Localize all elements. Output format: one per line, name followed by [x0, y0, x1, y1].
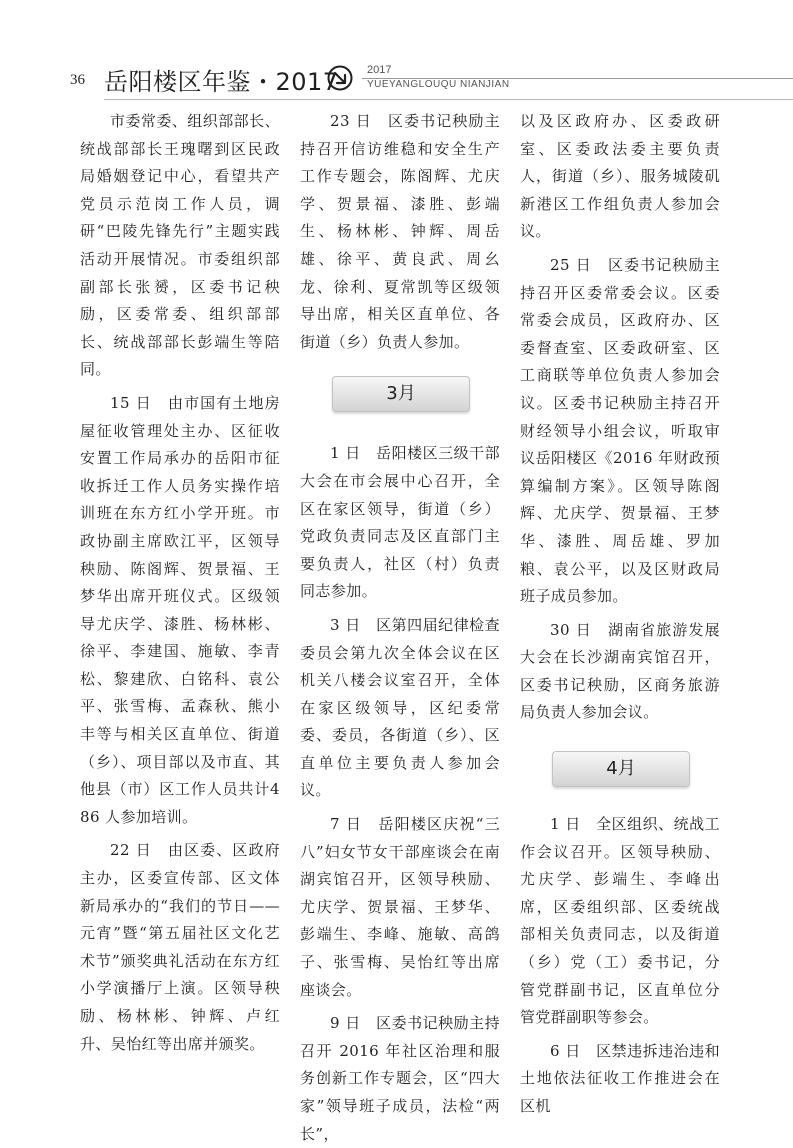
page-number: 36 [70, 72, 85, 88]
entry-paragraph: 6 日 区禁违拆违治违和土地依法征收工作推进会在区机 [520, 1041, 720, 1115]
entry-paragraph: 30 日 湖南省旅游发展大会在长沙湖南宾馆召开，区委书记秧励，区商务旅游局负责人参加会议。 [520, 620, 720, 722]
entry-paragraph: 3 日 区第四届纪律检查委员会第九次全体会议在区机关八楼会议室召开，全体在家区级领导，区纪委常委、委员，各街道（乡）、区直单位主要负责人参加会议。 [300, 615, 500, 800]
text-column-1 [80, 108, 280, 1058]
text-column-3 [520, 108, 720, 1121]
entry-paragraph: 23 日 区委书记秧励主持召开信访维稳和安全生产工作专题会，陈阁辉、尤庆学、贺景福、漆胜、彭端生、杨林彬、钟辉、周岳雄、徐平、黄良武、周幺龙、徐利、夏常凯等区级领导出席，相关区直单位、各街道（乡）负责人参加。 [300, 112, 500, 351]
entry-paragraph-continued: 以及区政府办、区委政研室、区委政法委主要负责人，街道（乡）、服务城陵矶新港区工作组负责人参加会议。 [520, 112, 720, 241]
month-label: 4月 [552, 751, 690, 787]
entry-paragraph: 1 日 全区组织、统战工作会议召开。区领导秧励、尤庆学、彭端生、李峰出席，区委组织部、区委统战部相关负责同志，以及街道（乡）党（工）委书记，分管党群副书记，区直单位分管党群副职等参会。 [520, 815, 720, 1027]
header-year: 2017 [367, 64, 392, 76]
header-pinyin: YUEYANGLOUQU NIANJIAN [367, 79, 510, 90]
month-heading-march [300, 356, 500, 440]
book-title: 岳阳楼区年鉴・2017 [104, 68, 339, 96]
entry-paragraph: 1 日 岳阳楼区三级干部大会在市会展中心召开，全区在家区领导，街道（乡）党政负责同志及区直部门主要负责人，社区（村）负责同志参加。 [300, 444, 500, 601]
header-underline [104, 99, 793, 100]
page-header [0, 0, 793, 110]
text-column-2 [300, 108, 500, 1148]
down-arrow-circle-icon [326, 64, 354, 92]
entry-paragraph: 7 日 岳阳楼区庆祝“三八”妇女节女干部座谈会在南湖宾馆召开，区领导秧励、尤庆学、贺景福、王梦华、彭端生、李峰、施敏、高鸽子、张雪梅、吴怡红等出席座谈会。 [300, 815, 500, 999]
entry-paragraph: 22 日 由区委、区政府主办，区委宣传部、区文体新局承办的“我们的节日——元宵”暨“第五届社区文化艺术节”颁奖典礼活动在东方红小学演播厅上演。区领导秧励、杨林彬、钟辉、卢红升、吴怡红等出席并颁奖。 [80, 841, 280, 1053]
month-label: 3月 [332, 376, 470, 412]
month-heading-april [520, 727, 720, 811]
entry-paragraph: 9 日 区委书记秧励主持召开 2016 年社区治理和服务创新工作专题会，区“四大家”领导班子成员，法检“两长”， [300, 1014, 500, 1143]
entry-paragraph: 市委常委、组织部部长、统战部部长王瑰曙到区民政局婚姻登记中心，看望共产党员示范岗工作人员，调研“巴陵先锋先行”主题实践活动开展情况。市委组织部副部长张赟，区委书记秧励，区委常委、组织部部长、统战部部长彭端生等陪同。 [80, 112, 280, 379]
entry-paragraph: 15 日 由市国有土地房屋征收管理处主办、区征收安置工作局承办的岳阳市征收拆迁工作人员务实操作培训班在东方红小学开班。市政协副主席欧江平，区领导秧励、陈阁辉、贺景福、王梦华出席开班仪式。区级领导尤庆学、漆胜、杨林彬、徐平、李建国、施敏、李青松、黎建欣、白铭科、袁公平、张雪梅、孟森秋、熊小丰等与相关区直单位、街道（乡）、项目部以及市直、其他县（市）区工作人员共计486 人参加培训。 [80, 393, 280, 826]
entry-paragraph: 25 日 区委书记秧励主持召开区委常委会议。区委常委会成员，区政府办、区委督查室、区委政研室、区工商联等单位负责人参加会议。区委书记秧励主持召开财经领导小组会议，听取审议岳阳楼区《2016 年财政预算编制方案》。区领导陈阁辉、尤庆学、贺景福、王梦华、漆胜、周岳雄、罗加粮、袁公平，以及区财政局班子成员参加。 [520, 255, 720, 606]
